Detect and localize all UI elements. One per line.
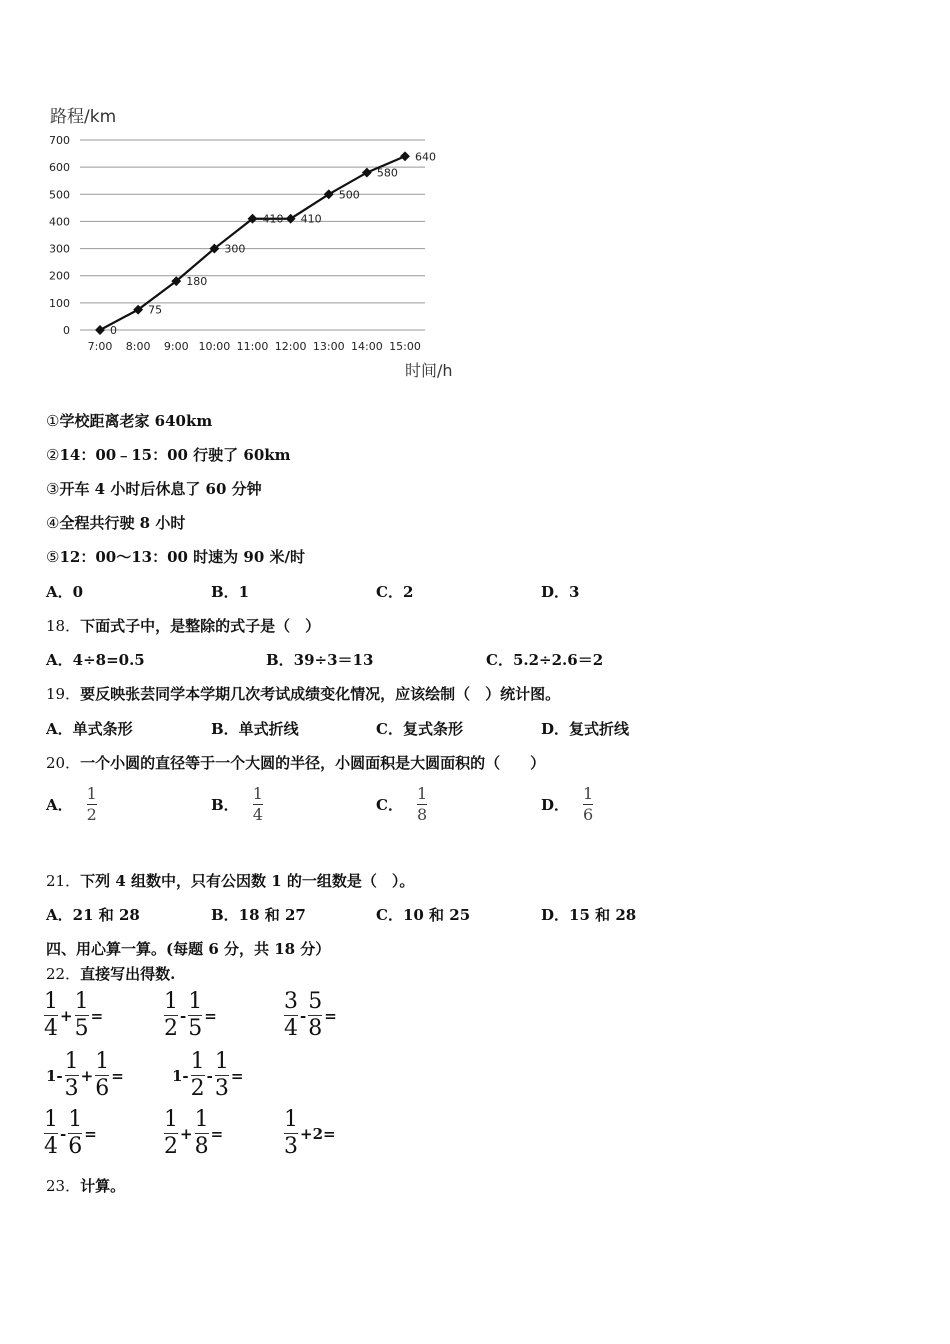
statement-4: ④全程共行驶 8 小时 [46,514,186,532]
q21-option-c[interactable]: C．10 和 25 [376,906,471,924]
fraction: $\frac{1}{2}$ [86,784,97,824]
q20-option-c[interactable]: C． $\frac{1}{8}$ [376,784,428,824]
y-tick-label: 700 [49,134,70,147]
fraction: $\frac{1}{6}$ [68,1107,83,1160]
calc-expression: 1- $\frac{1}{2}$ - $\frac{1}{3}$ = [172,1049,244,1102]
x-tick-label: 8:00 [125,340,151,353]
q21-option-d[interactable]: D．15 和 28 [541,906,637,924]
y-tick-label: 100 [49,296,70,310]
x-tick-label: 10:00 [198,340,231,353]
y-tick-label: 200 [49,269,70,283]
fraction: $\frac{1}{4}$ [44,989,58,1042]
data-point [362,168,372,178]
q17-option-d[interactable]: D．3 [541,583,580,601]
x-tick-label: 9:00 [163,340,189,353]
fraction: $\frac{1}{3}$ [64,1049,79,1102]
fraction: $\frac{1}{5}$ [188,989,203,1042]
data-point [95,325,105,335]
fraction: $\frac{1}{5}$ [74,989,89,1042]
line-chart [40,98,480,388]
q18-option-b[interactable]: B．39÷3＝13 [266,651,374,669]
calc-expression: $\frac{3}{4}$ - $\frac{5}{8}$ = [284,989,337,1042]
fraction: $\frac{1}{6}$ [583,784,594,824]
q21-stem: 21．下列 4 组数中，只有公因数 1 的一组数是（ ）。 [46,872,415,890]
data-point [400,151,410,161]
x-axis-label: 时间/h [405,361,453,380]
statement-3: ③开车 4 小时后休息了 60 分钟 [46,480,262,498]
fraction: $\frac{1}{3}$ [284,1107,298,1160]
q17-option-c[interactable]: C．2 [376,583,414,601]
y-tick-label: 400 [49,215,70,229]
q21-option-a[interactable]: A．21 和 28 [46,906,140,924]
data-label: 500 [338,188,360,202]
data-label: 640 [415,150,436,164]
fraction: $\frac{1}{8}$ [194,1107,209,1160]
y-tick-label: 300 [49,242,70,256]
fraction: $\frac{5}{8}$ [308,989,323,1042]
y-tick-label: 600 [49,161,70,175]
q17-option-a[interactable]: A．0 [46,583,84,601]
data-label: 410 [300,212,322,226]
q23-stem: 23．计算。 [46,1177,126,1195]
q19-stem: 19．要反映张芸同学本学期几次考试成绩变化情况，应该绘制（ ）统计图。 [46,685,561,703]
q19-option-b[interactable]: B．单式折线 [211,720,299,738]
q18-stem: 18．下面式子中，是整除的式子是（ ） [46,617,321,635]
statement-5: ⑤12：00～13：00 时速为 90 米/时 [46,548,305,566]
x-tick-label: 11:00 [236,340,269,353]
y-axis-label: 路程/km [50,107,117,127]
fraction: $\frac{1}{4}$ [44,1107,58,1160]
calc-expression: $\frac{1}{2}$ - $\frac{1}{5}$ = [164,989,217,1042]
q19-option-d[interactable]: D．复式折线 [541,720,630,738]
calc-expression: $\frac{1}{4}$ - $\frac{1}{6}$ = [44,1107,97,1160]
x-tick-label: 13:00 [312,340,345,353]
q19-option-c[interactable]: C．复式条形 [376,720,463,738]
fraction: $\frac{1}{3}$ [214,1049,229,1102]
section-heading: 四、用心算一算。(每题 6 分，共 18 分） [46,940,331,958]
y-tick-label: 0 [63,324,70,337]
data-label: 580 [376,166,398,180]
calc-expression: $\frac{1}{4}$ + $\frac{1}{5}$ = [44,989,104,1042]
q18-option-c[interactable]: C．5.2÷2.6＝2 [486,651,604,669]
fraction: $\frac{1}{2}$ [190,1049,205,1102]
fraction: $\frac{3}{4}$ [284,989,298,1042]
fraction: $\frac{1}{4}$ [252,784,263,824]
x-tick-label: 14:00 [351,340,383,353]
q20-option-d[interactable]: D． $\frac{1}{6}$ [541,784,594,824]
calc-expression: $\frac{1}{2}$ + $\frac{1}{8}$ = [164,1107,224,1160]
calc-expression: $\frac{1}{3}$ +2= [284,1107,336,1160]
statement-1: ①学校距离老家 640km [46,412,213,430]
fraction: $\frac{1}{2}$ [164,989,178,1042]
q19-option-a[interactable]: A．单式条形 [46,720,133,738]
x-tick-label: 7:00 [87,340,113,353]
data-label: 0 [110,324,117,337]
series-line [100,156,405,330]
y-tick-label: 500 [49,188,70,202]
q21-option-b[interactable]: B．18 和 27 [211,906,306,924]
data-label: 300 [224,242,246,256]
statement-2: ②14：00﹣15：00 行驶了 60km [46,446,291,464]
fraction: $\frac{1}{6}$ [95,1049,110,1102]
data-label: 75 [148,303,163,317]
x-tick-label: 12:00 [274,340,307,353]
q18-option-a[interactable]: A．4÷8=0.5 [46,651,145,669]
q20-stem: 20．一个小圆的直径等于一个大圆的半径，小圆面积是大圆面积的（ ） [46,754,546,772]
data-label: 180 [186,275,208,289]
x-tick-label: 15:00 [389,340,421,353]
q20-option-a[interactable]: A． $\frac{1}{2}$ [46,784,97,824]
fraction: $\frac{1}{8}$ [416,784,428,824]
fraction: $\frac{1}{2}$ [164,1107,178,1160]
q17-option-b[interactable]: B．1 [211,583,250,601]
q20-option-b[interactable]: B． $\frac{1}{4}$ [211,784,263,824]
distance-time-chart [40,98,480,388]
data-label: 410 [262,212,284,226]
q22-stem: 22．直接写出得数. [46,965,176,983]
calc-expression: 1- $\frac{1}{3}$ + $\frac{1}{6}$ = [46,1049,124,1102]
